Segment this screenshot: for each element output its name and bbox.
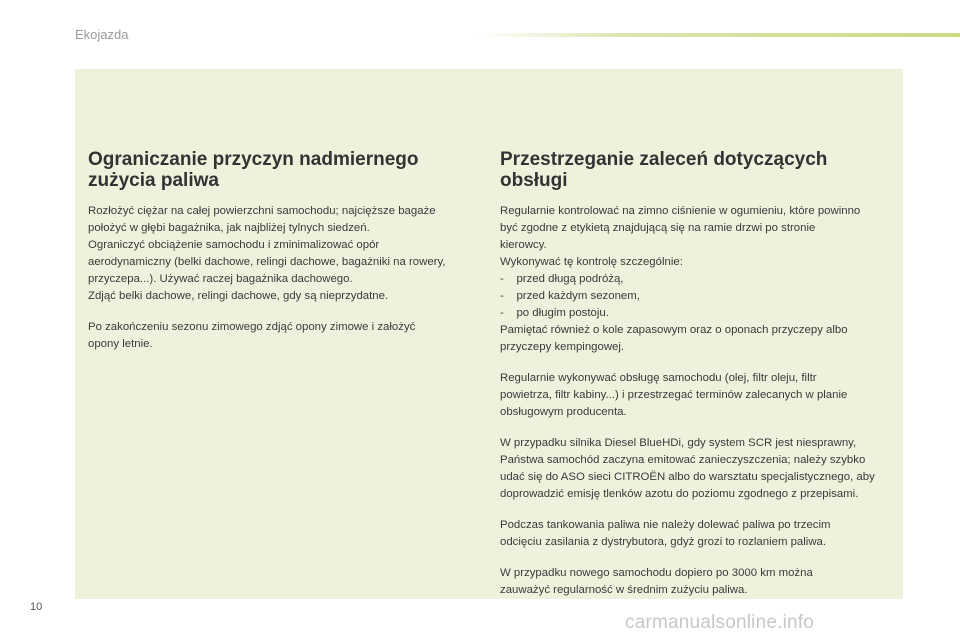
text-line: przyczepa...). Używać raczej bagażnika dachowego.: [88, 273, 353, 285]
header-accent-bar: [478, 33, 960, 37]
text-line: być zgodne z etykietą znajdującą się na ramie drzwi po stronie: [500, 222, 816, 234]
text-line: odcięciu zasilania z dystrybutora, gdyż grozi to rozlaniem paliwa.: [500, 536, 827, 548]
right-section-title: [500, 149, 900, 191]
text-line: Pamiętać również o kole zapasowym oraz o oponach przyczepy albo: [500, 324, 848, 336]
right-column: [500, 149, 900, 613]
text-line: przyczepy kempingowej.: [500, 341, 625, 353]
text-line: udać się do ASO sieci CITROËN albo do warsztatu specjalistycznego, aby: [500, 471, 875, 483]
watermark: carmanualsonline.info: [625, 612, 815, 633]
right-paragraph-1: [500, 203, 900, 356]
text-line: zauważyć regularność w średnim zużyciu paliwa.: [500, 584, 748, 596]
section-label: Ekojazda: [75, 27, 129, 42]
text-line: Regularnie kontrolować na zimno ciśnienie w ogumieniu, które powinno: [500, 205, 861, 217]
text-line: W przypadku silnika Diesel BlueHDi, gdy system SCR jest niesprawny,: [500, 437, 857, 449]
text-line: obsługowym producenta.: [500, 406, 627, 418]
text-line: doprowadzić emisję tlenków azotu do poziomu zgodnego z przepisami.: [500, 488, 859, 500]
list-item: - przed każdym sezonem,: [500, 290, 640, 302]
text-line: Po zakończeniu sezonu zimowego zdjąć opony zimowe i założyć: [88, 321, 416, 333]
text-line: Podczas tankowania paliwa nie należy dolewać paliwa po trzecim: [500, 519, 831, 531]
page-number: 10: [30, 601, 43, 613]
list-item: - po długim postoju.: [500, 307, 609, 319]
left-paragraph-2: [88, 319, 483, 353]
right-paragraph-5: [500, 565, 900, 599]
list-item: - przed długą podróżą,: [500, 273, 624, 285]
text-line: Zdjąć belki dachowe, relingi dachowe, gdy są nieprzydatne.: [88, 290, 389, 302]
text-line: powietrza, filtr kabiny...) i przestrzegać terminów zalecanych w planie: [500, 389, 848, 401]
text-line: aerodynamiczny (belki dachowe, relingi dachowe, bagażniki na rowery,: [88, 256, 446, 268]
left-column: [88, 149, 483, 367]
text-line: Wykonywać tę kontrolę szczególnie:: [500, 256, 683, 268]
right-paragraph-2: [500, 370, 900, 421]
text-line: Rozłożyć ciężar na całej powierzchni samochodu; najcięższe bagaże: [88, 205, 436, 217]
right-paragraph-4: [500, 517, 900, 551]
text-line: W przypadku nowego samochodu dopiero po 3000 km można: [500, 567, 813, 579]
text-line: Regularnie wykonywać obsługę samochodu (olej, filtr oleju, filtr: [500, 372, 817, 384]
title-line: obsługi: [500, 170, 568, 191]
text-line: Ograniczyć obciążenie samochodu i zminimalizować opór: [88, 239, 380, 251]
left-section-title: [88, 149, 483, 191]
title-line: Ograniczanie przyczyn nadmiernego: [88, 149, 419, 170]
text-line: opony letnie.: [88, 338, 153, 350]
text-line: kierowcy.: [500, 239, 547, 251]
text-line: położyć w głębi bagażnika, jak najbliżej tylnych siedzeń.: [88, 222, 370, 234]
left-paragraph-1: [88, 203, 483, 305]
right-paragraph-3: [500, 435, 900, 503]
title-line: zużycia paliwa: [88, 170, 219, 191]
title-line: Przestrzeganie zaleceń dotyczących: [500, 149, 828, 170]
text-line: Państwa samochód zaczyna emitować zanieczyszczenia; należy szybko: [500, 454, 866, 466]
